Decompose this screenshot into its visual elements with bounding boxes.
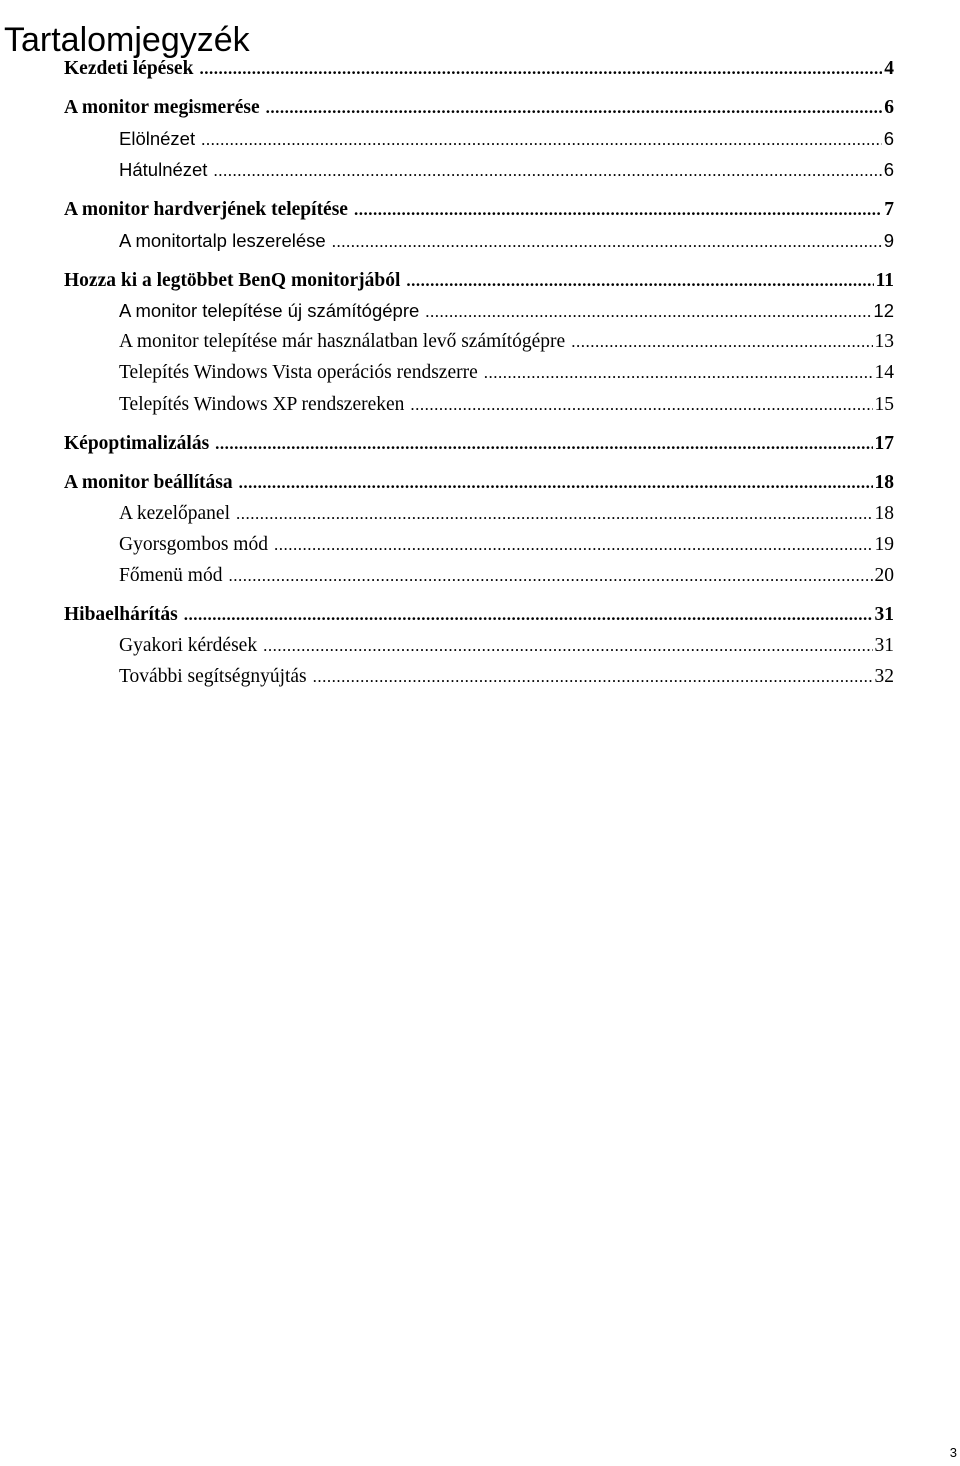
toc-leader — [199, 56, 882, 82]
toc-page-number: 6 — [883, 128, 894, 149]
toc-entry-windows-xp[interactable] — [119, 392, 894, 418]
toc-label: Hozza ki a legtöbbet BenQ monitorjából — [64, 270, 401, 291]
toc-leader — [313, 664, 873, 690]
toc-leader — [215, 431, 872, 457]
toc-page-number: 12 — [873, 300, 894, 321]
toc-label: A monitor telepítése új számítógépre — [119, 300, 420, 321]
toc-page-number: 15 — [874, 394, 894, 415]
toc-label: A monitor hardverjének telepítése — [64, 199, 348, 220]
toc-page-number: 9 — [883, 230, 894, 251]
toc-leader — [406, 268, 873, 294]
toc-entry-kezdeti-lepesek[interactable] — [64, 56, 894, 82]
toc-entry-a-monitor-megismerese[interactable] — [64, 95, 894, 121]
toc-page-number: 11 — [875, 270, 894, 291]
page-number: 3 — [949, 1445, 957, 1460]
toc-leader — [571, 329, 872, 355]
toc-entry-kezelopanel[interactable] — [119, 501, 894, 527]
toc-page-number: 6 — [883, 159, 894, 180]
toc-label: Telepítés Windows XP rendszereken — [119, 394, 405, 415]
toc-page-number: 31 — [874, 635, 894, 656]
toc-entry-kepoptimalizalas[interactable] — [64, 431, 894, 457]
toc-entry-uj-szamitogepre[interactable] — [119, 298, 894, 324]
toc-leader — [274, 532, 873, 558]
toc-page-number: 31 — [874, 604, 894, 625]
toc-page-number: 19 — [874, 534, 894, 555]
toc-entry-monitortalp-leszerelese[interactable] — [119, 228, 894, 254]
toc-label: A monitor telepítése már használatban levő számítógépre — [119, 331, 566, 352]
toc-entry-tovabbi-segitsegnyujtas[interactable] — [119, 664, 894, 690]
toc-entry-windows-vista[interactable] — [119, 360, 894, 386]
toc-label: Hibaelhárítás — [64, 604, 178, 625]
toc-label: A monitortalp leszerelése — [119, 230, 326, 251]
page-title: Tartalomjegyzék — [4, 20, 250, 59]
toc-leader — [266, 95, 883, 121]
toc-label: Gyorsgombos mód — [119, 534, 268, 555]
toc-leader — [236, 501, 873, 527]
toc-entry-fomenu-mod[interactable] — [119, 563, 894, 589]
toc-entry-gyorsgombos-mod[interactable] — [119, 532, 894, 558]
toc-label: A monitor megismerése — [64, 97, 260, 118]
toc-label: Elölnézet — [119, 128, 196, 149]
toc-label: Telepítés Windows Vista operációs rendszerre — [119, 362, 478, 383]
toc-leader — [354, 197, 882, 223]
toc-label: Kezdeti lépések — [64, 58, 194, 79]
toc-entry-hasznalatban-levo-szamitogepre[interactable] — [119, 329, 894, 355]
toc-entry-gyakori-kerdesek[interactable] — [119, 633, 894, 659]
toc-leader — [239, 470, 873, 496]
toc-leader — [484, 360, 873, 386]
toc-leader — [425, 299, 871, 325]
toc-label: Képoptimalizálás — [64, 433, 210, 454]
toc-entry-hatulnezet[interactable] — [119, 157, 894, 183]
toc-page-number: 13 — [874, 331, 894, 352]
toc-label: Főmenü mód — [119, 565, 223, 586]
toc-label: A kezelőpanel — [119, 503, 230, 524]
toc-leader — [263, 633, 872, 659]
toc-leader — [332, 229, 882, 255]
toc-page-number: 32 — [874, 666, 894, 687]
toc-leader — [213, 158, 881, 184]
toc-page-number: 7 — [884, 199, 894, 220]
toc-entry-hozza-ki-a-legtobbet[interactable] — [64, 268, 894, 294]
toc-leader — [201, 127, 882, 153]
toc-page-number: 18 — [874, 503, 894, 524]
toc-entry-hardver-telepitese[interactable] — [64, 197, 894, 223]
toc-page-number: 17 — [874, 433, 894, 454]
toc-leader — [184, 602, 873, 628]
toc-label: További segítségnyújtás — [119, 666, 307, 687]
toc-entry-hibaelharitas[interactable] — [64, 602, 894, 628]
toc-entry-elolnezet[interactable] — [119, 126, 894, 152]
toc-label: A monitor beállítása — [64, 472, 233, 493]
toc-page-number: 4 — [884, 58, 894, 79]
toc-label: Hátulnézet — [119, 159, 208, 180]
toc-leader — [410, 392, 872, 418]
toc-page-number: 14 — [874, 362, 894, 383]
toc-page-number: 6 — [884, 97, 894, 118]
toc-page-number: 20 — [874, 565, 894, 586]
toc-page-number: 18 — [874, 472, 894, 493]
toc-entry-monitor-beallitasa[interactable] — [64, 470, 894, 496]
toc-label: Gyakori kérdések — [119, 635, 258, 656]
toc-leader — [228, 563, 872, 589]
